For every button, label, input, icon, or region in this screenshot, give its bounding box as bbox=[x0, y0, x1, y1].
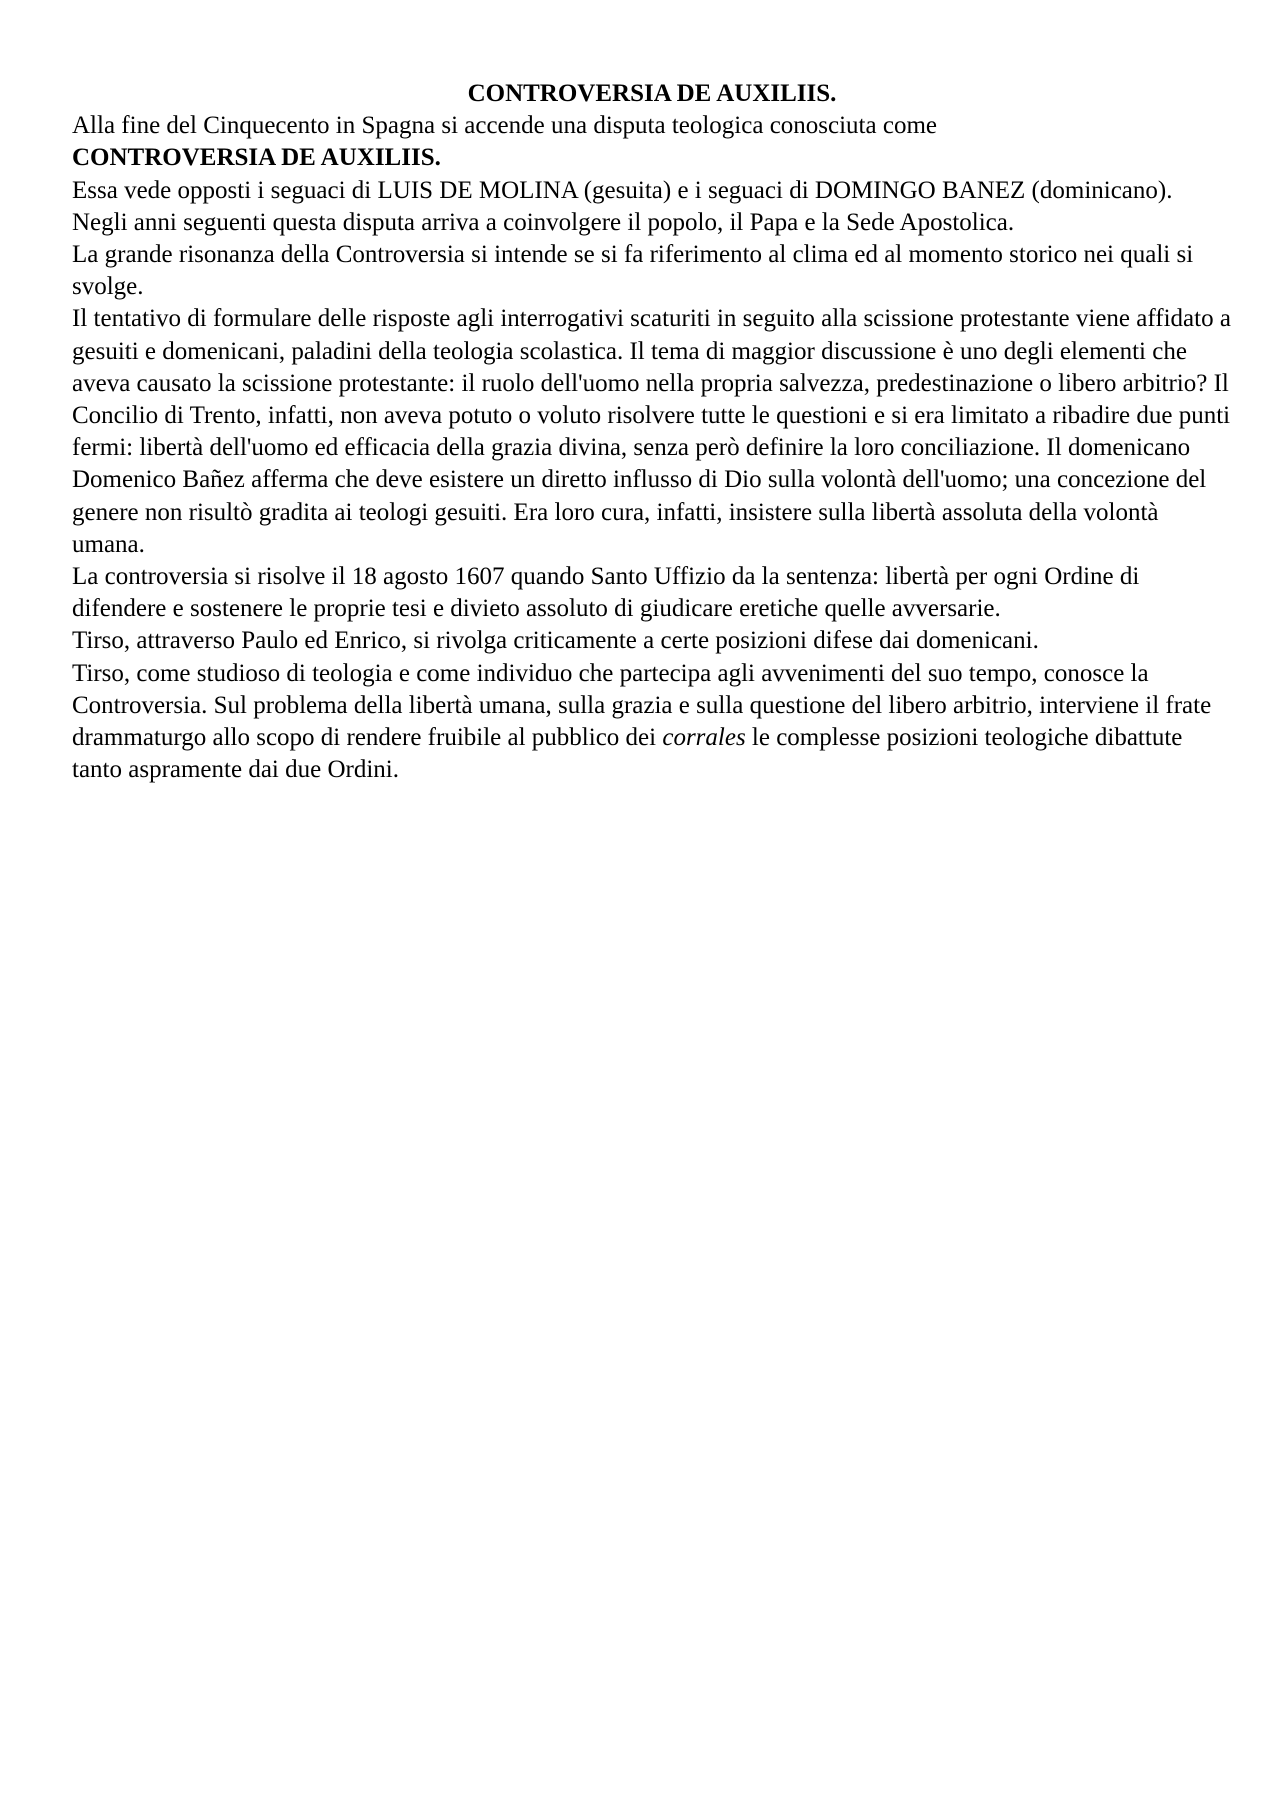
paragraph-1-text: Alla fine del Cinquecento in Spagna si accende una disputa teologica conosciuta come bbox=[72, 112, 937, 140]
paragraph-7: Tirso, attraverso Paulo ed Enrico, si rivolga criticamente a certe posizioni difese dai domenicani. bbox=[72, 627, 1039, 655]
document-page bbox=[72, 78, 1232, 786]
paragraph-8-italic-term: corrales bbox=[662, 724, 746, 752]
paragraph-8-text-after: le complesse posizioni teologiche dibattute tanto aspramente dai due Ordini. bbox=[72, 724, 1183, 784]
paragraph-5: Il tentativo di formulare delle risposte agli interrogativi scaturiti in seguito alla scissione protestante viene affidato a gesuiti e domenicani, paladini della teologia scolastica. Il tema di maggior discussione è uno degli elementi che aveva causato la scissione protestante: il ruolo dell'uomo nella propria salvezza, predestinazione o libero arbitrio? Il Concilio di Trento, infatti, non aveva potuto o voluto risolvere tutte le questioni e si era limitato a ribadire due punti fermi: libertà dell'uomo ed efficacia della grazia divina, senza però definire la loro conciliazione. Il domenicano Domenico Bañez afferma che deve esistere un diretto influsso di Dio sulla volontà dell'uomo; una concezione del genere non risultò gradita ai teologi gesuiti. Era loro cura, infatti, insistere sulla libertà assoluta della volontà umana. bbox=[72, 305, 1231, 558]
paragraph-8-text-before: Tirso, come studioso di teologia e come individuo che partecipa agli avvenimenti del suo tempo, conosce la Controversia. Sul problema della libertà umana, sulla grazia e sulla questione del libero arbitrio, interviene il frate drammaturgo allo scopo di rendere fruibile al pubblico dei bbox=[72, 659, 1212, 752]
paragraph-6: La controversia si risolve il 18 agosto 1607 quando Santo Uffizio da la sentenza: libertà per ogni Ordine di difendere e sostenere le proprie tesi e divieto assoluto di giudicare eretiche quelle avversarie. bbox=[72, 563, 1140, 623]
paragraph-1 bbox=[72, 110, 1232, 174]
paragraph-8 bbox=[72, 658, 1232, 787]
paragraph-1-bold-term: CONTROVERSIA DE AUXILIIS. bbox=[72, 144, 441, 172]
paragraph-3: Negli anni seguenti questa disputa arriva a coinvolgere il popolo, il Papa e la Sede Apostolica. bbox=[72, 208, 1015, 236]
paragraph-2: Essa vede opposti i seguaci di LUIS DE MOLINA (gesuita) e i seguaci di DOMINGO BANEZ (dominicano). bbox=[72, 176, 1173, 204]
document-title: CONTROVERSIA DE AUXILIIS. bbox=[467, 80, 837, 107]
paragraph-4: La grande risonanza della Controversia si intende se si fa riferimento al clima ed al momento storico nei quali si svolge. bbox=[72, 241, 1194, 301]
